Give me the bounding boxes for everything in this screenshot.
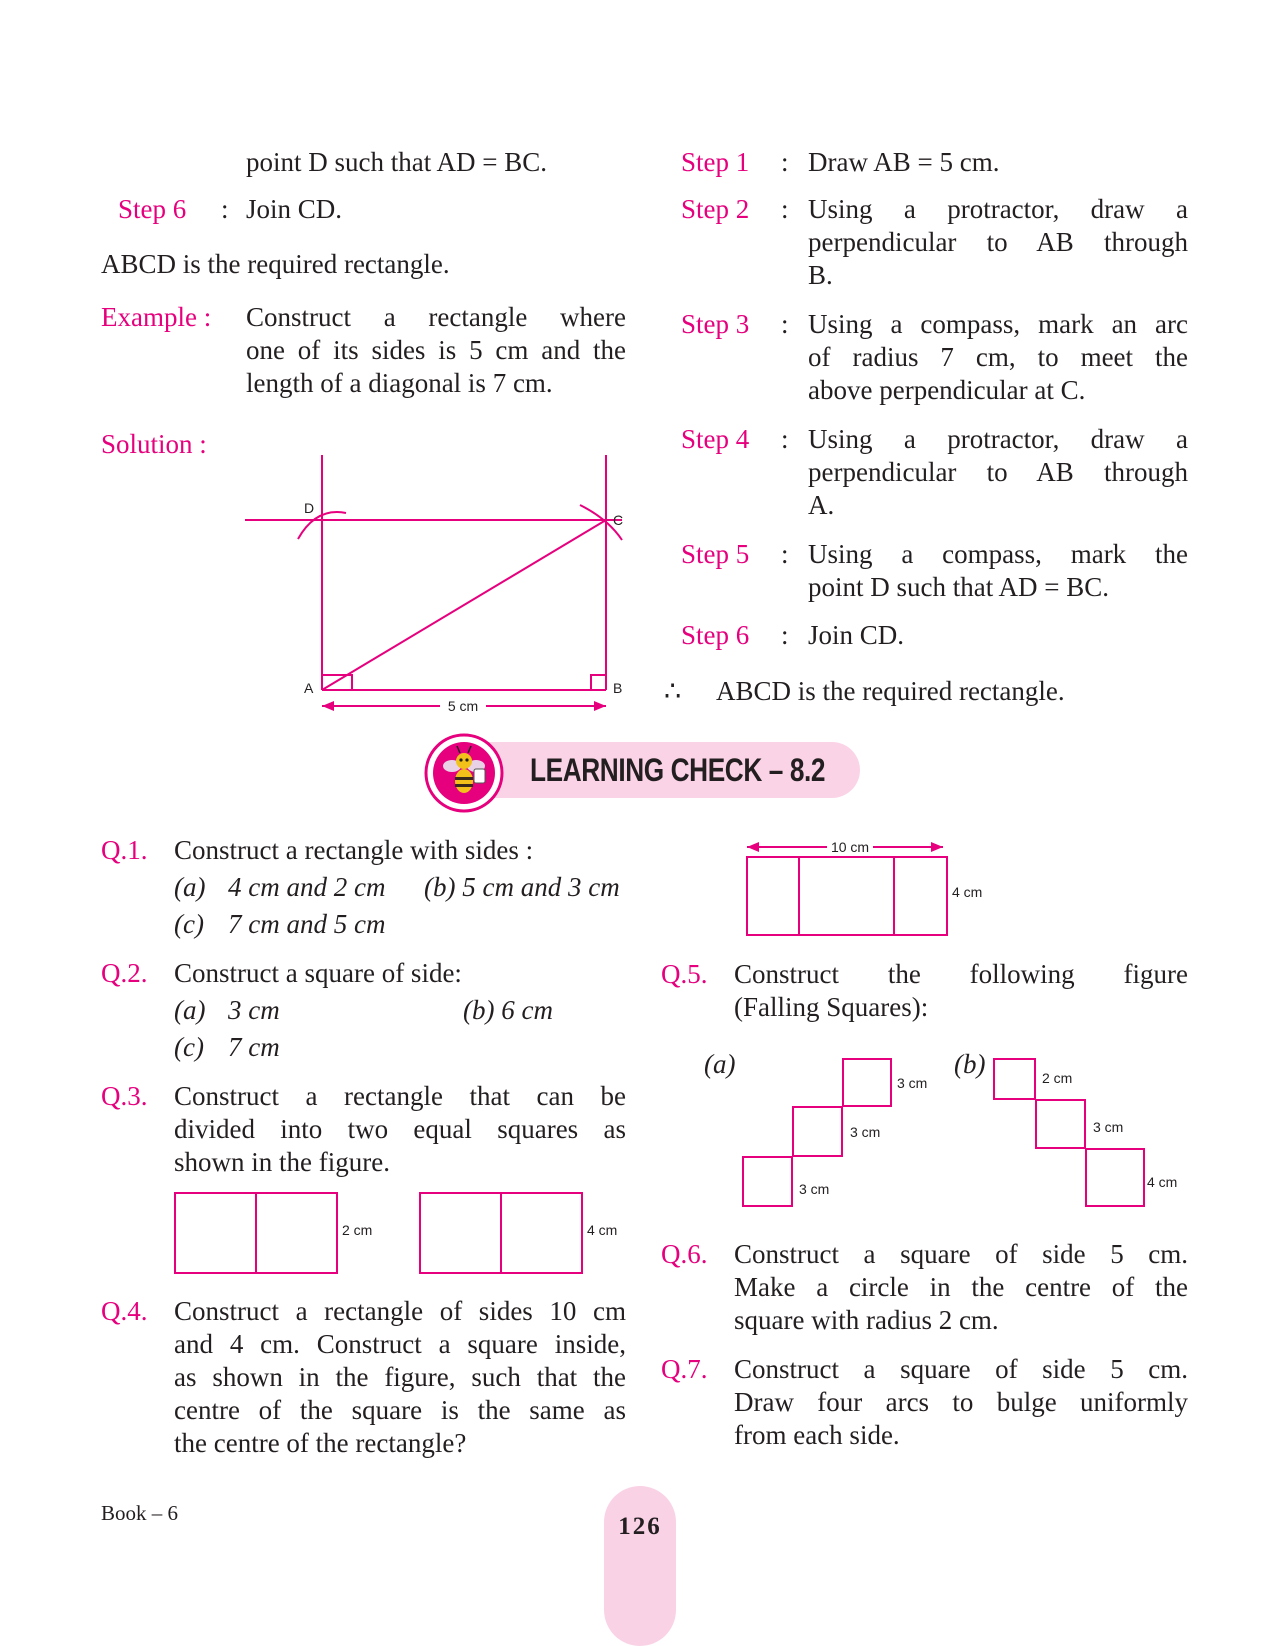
- q2-option-a-label: (a): [174, 995, 206, 1025]
- therefore-text: ABCD is the required rectangle.: [716, 676, 1065, 706]
- q4-figure-height-label: 4 cm: [952, 884, 983, 900]
- step6-colon: :: [781, 620, 789, 650]
- step5-colon: :: [781, 539, 789, 569]
- q7-line-1: Construct a square of side 5 cm.: [734, 1354, 1188, 1384]
- q1-option-b: (b) 5 cm and 3 cm: [424, 872, 620, 902]
- q5a-label-middle: 3 cm: [850, 1124, 881, 1140]
- left-step6-colon: :: [221, 194, 229, 224]
- step3-colon: :: [781, 309, 789, 339]
- vertex-c-label: C: [613, 512, 624, 528]
- step6-label: Step 6: [681, 620, 750, 650]
- q2-option-a-text: 3 cm: [228, 995, 280, 1025]
- example-label: Example :: [101, 302, 212, 332]
- q5-line-1: Construct the following figure: [734, 959, 1188, 989]
- step2-line-2: perpendicular to AB through: [808, 227, 1188, 257]
- right-angle-b: [591, 675, 606, 690]
- q4-figure-width-label: 10 cm: [830, 839, 870, 855]
- step1-colon: :: [781, 147, 789, 177]
- q5b-label-bottom: 4 cm: [1147, 1174, 1178, 1190]
- bee-mascot-icon: [424, 733, 504, 813]
- example-line-2: one of its sides is 5 cm and the: [246, 335, 626, 365]
- vertex-a-label: A: [304, 680, 314, 696]
- diagonal-ac: [322, 520, 606, 690]
- q2-option-c-label: (c): [174, 1032, 204, 1062]
- q3-figure-2-divider: [500, 1192, 502, 1274]
- q5b-square-middle: [1035, 1099, 1086, 1149]
- q5-figure-b-label: (b): [954, 1049, 986, 1079]
- q5b-square-top: [993, 1058, 1036, 1100]
- q4-figure-square-left: [798, 856, 800, 936]
- q7-line-3: from each side.: [734, 1420, 900, 1450]
- base-length-label: 5 cm: [447, 698, 479, 714]
- left-step6-text: Join CD.: [246, 194, 343, 224]
- dimension-arrow-left: [322, 701, 334, 711]
- q4-line-2: and 4 cm. Construct a square inside,: [174, 1329, 626, 1359]
- step2-line-1: Using a protractor, draw a: [808, 194, 1188, 224]
- q1-option-a-label: (a): [174, 872, 206, 902]
- step4-colon: :: [781, 424, 789, 454]
- left-conclusion: ABCD is the required rectangle.: [101, 249, 450, 279]
- step4-line-2: perpendicular to AB through: [808, 457, 1188, 487]
- therefore-symbol: ∴: [664, 676, 682, 706]
- q3-line-1: Construct a rectangle that can be: [174, 1081, 626, 1111]
- example-line-3: length of a diagonal is 7 cm.: [246, 368, 553, 398]
- q5a-square-middle: [792, 1106, 843, 1157]
- q7-line-2: Draw four arcs to bulge uniformly: [734, 1387, 1188, 1417]
- q2-option-c-text: 7 cm: [228, 1032, 280, 1062]
- q3-number: Q.3.: [101, 1081, 148, 1111]
- q5a-square-top: [842, 1058, 892, 1107]
- q2-text: Construct a square of side:: [174, 958, 462, 988]
- step2-label: Step 2: [681, 194, 750, 224]
- step3-label: Step 3: [681, 309, 750, 339]
- step5-line-2: point D such that AD = BC.: [808, 572, 1109, 602]
- vertex-b-label: B: [613, 680, 623, 696]
- continued-step-line: point D such that AD = BC.: [246, 147, 547, 177]
- q5-figure-a-label: (a): [704, 1049, 736, 1079]
- q7-number: Q.7.: [661, 1354, 708, 1384]
- q1-option-a-text: 4 cm and 2 cm: [228, 872, 386, 902]
- q4-line-1: Construct a rectangle of sides 10 cm: [174, 1296, 626, 1326]
- step4-line-1: Using a protractor, draw a: [808, 424, 1188, 454]
- q6-line-1: Construct a square of side 5 cm.: [734, 1239, 1188, 1269]
- step1-label: Step 1: [681, 147, 750, 177]
- step3-line-1: Using a compass, mark an arc: [808, 309, 1188, 339]
- example-line-1: Construct a rectangle where: [246, 302, 626, 332]
- q1-option-c-text: 7 cm and 5 cm: [228, 909, 386, 939]
- page-number: 126: [618, 1513, 662, 1540]
- step1-line-1: Draw AB = 5 cm.: [808, 147, 1000, 177]
- step3-line-3: above perpendicular at C.: [808, 375, 1086, 405]
- step5-line-1: Using a compass, mark the: [808, 539, 1188, 569]
- q1-text: Construct a rectangle with sides :: [174, 835, 534, 865]
- q4-line-4: centre of the square is the same as: [174, 1395, 626, 1425]
- q4-line-3: as shown in the figure, such that the: [174, 1362, 626, 1392]
- step4-line-3: A.: [808, 490, 835, 520]
- q1-number: Q.1.: [101, 835, 148, 865]
- step5-label: Step 5: [681, 539, 750, 569]
- dimension-arrow-right: [594, 701, 606, 711]
- left-step6-label: Step 6: [118, 194, 187, 224]
- q5a-square-bottom: [742, 1156, 793, 1207]
- step2-line-3: B.: [808, 260, 833, 290]
- q5-line-2: (Falling Squares):: [734, 992, 929, 1022]
- q6-number: Q.6.: [661, 1239, 708, 1269]
- step3-line-2: of radius 7 cm, to meet the: [808, 342, 1188, 372]
- q4-figure-rectangle: [746, 856, 948, 936]
- q6-line-2: Make a circle in the centre of the: [734, 1272, 1188, 1302]
- q5a-label-top: 3 cm: [897, 1075, 928, 1091]
- q5b-label-top: 2 cm: [1042, 1070, 1073, 1086]
- q3-line-2: divided into two equal squares as: [174, 1114, 626, 1144]
- q3-line-3: shown in the figure.: [174, 1147, 390, 1177]
- q5b-label-middle: 3 cm: [1093, 1119, 1124, 1135]
- q3-figure-1-label: 2 cm: [342, 1222, 373, 1238]
- q3-figure-1-divider: [255, 1192, 257, 1274]
- page-number-tab: [604, 1486, 676, 1646]
- q5b-square-bottom: [1085, 1148, 1145, 1207]
- q2-option-b: (b) 6 cm: [463, 995, 553, 1025]
- step4-label: Step 4: [681, 424, 750, 454]
- q4-number: Q.4.: [101, 1296, 148, 1326]
- q4-figure-square-right: [893, 856, 895, 936]
- learning-check-title: LEARNING CHECK – 8.2: [530, 752, 826, 788]
- q2-number: Q.2.: [101, 958, 148, 988]
- step6-line-1: Join CD.: [808, 620, 905, 650]
- vertex-d-label: D: [304, 500, 315, 516]
- footer-book-label: Book – 6: [101, 1501, 179, 1525]
- step2-colon: :: [781, 194, 789, 224]
- q1-option-c-label: (c): [174, 909, 204, 939]
- rectangle-construction-figure: [230, 445, 630, 725]
- q5-number: Q.5.: [661, 959, 708, 989]
- q4-line-5: the centre of the rectangle?: [174, 1428, 467, 1458]
- q3-figure-2-label: 4 cm: [587, 1222, 618, 1238]
- q5a-label-bottom: 3 cm: [799, 1181, 830, 1197]
- solution-label: Solution :: [101, 429, 207, 459]
- q6-line-3: square with radius 2 cm.: [734, 1305, 999, 1335]
